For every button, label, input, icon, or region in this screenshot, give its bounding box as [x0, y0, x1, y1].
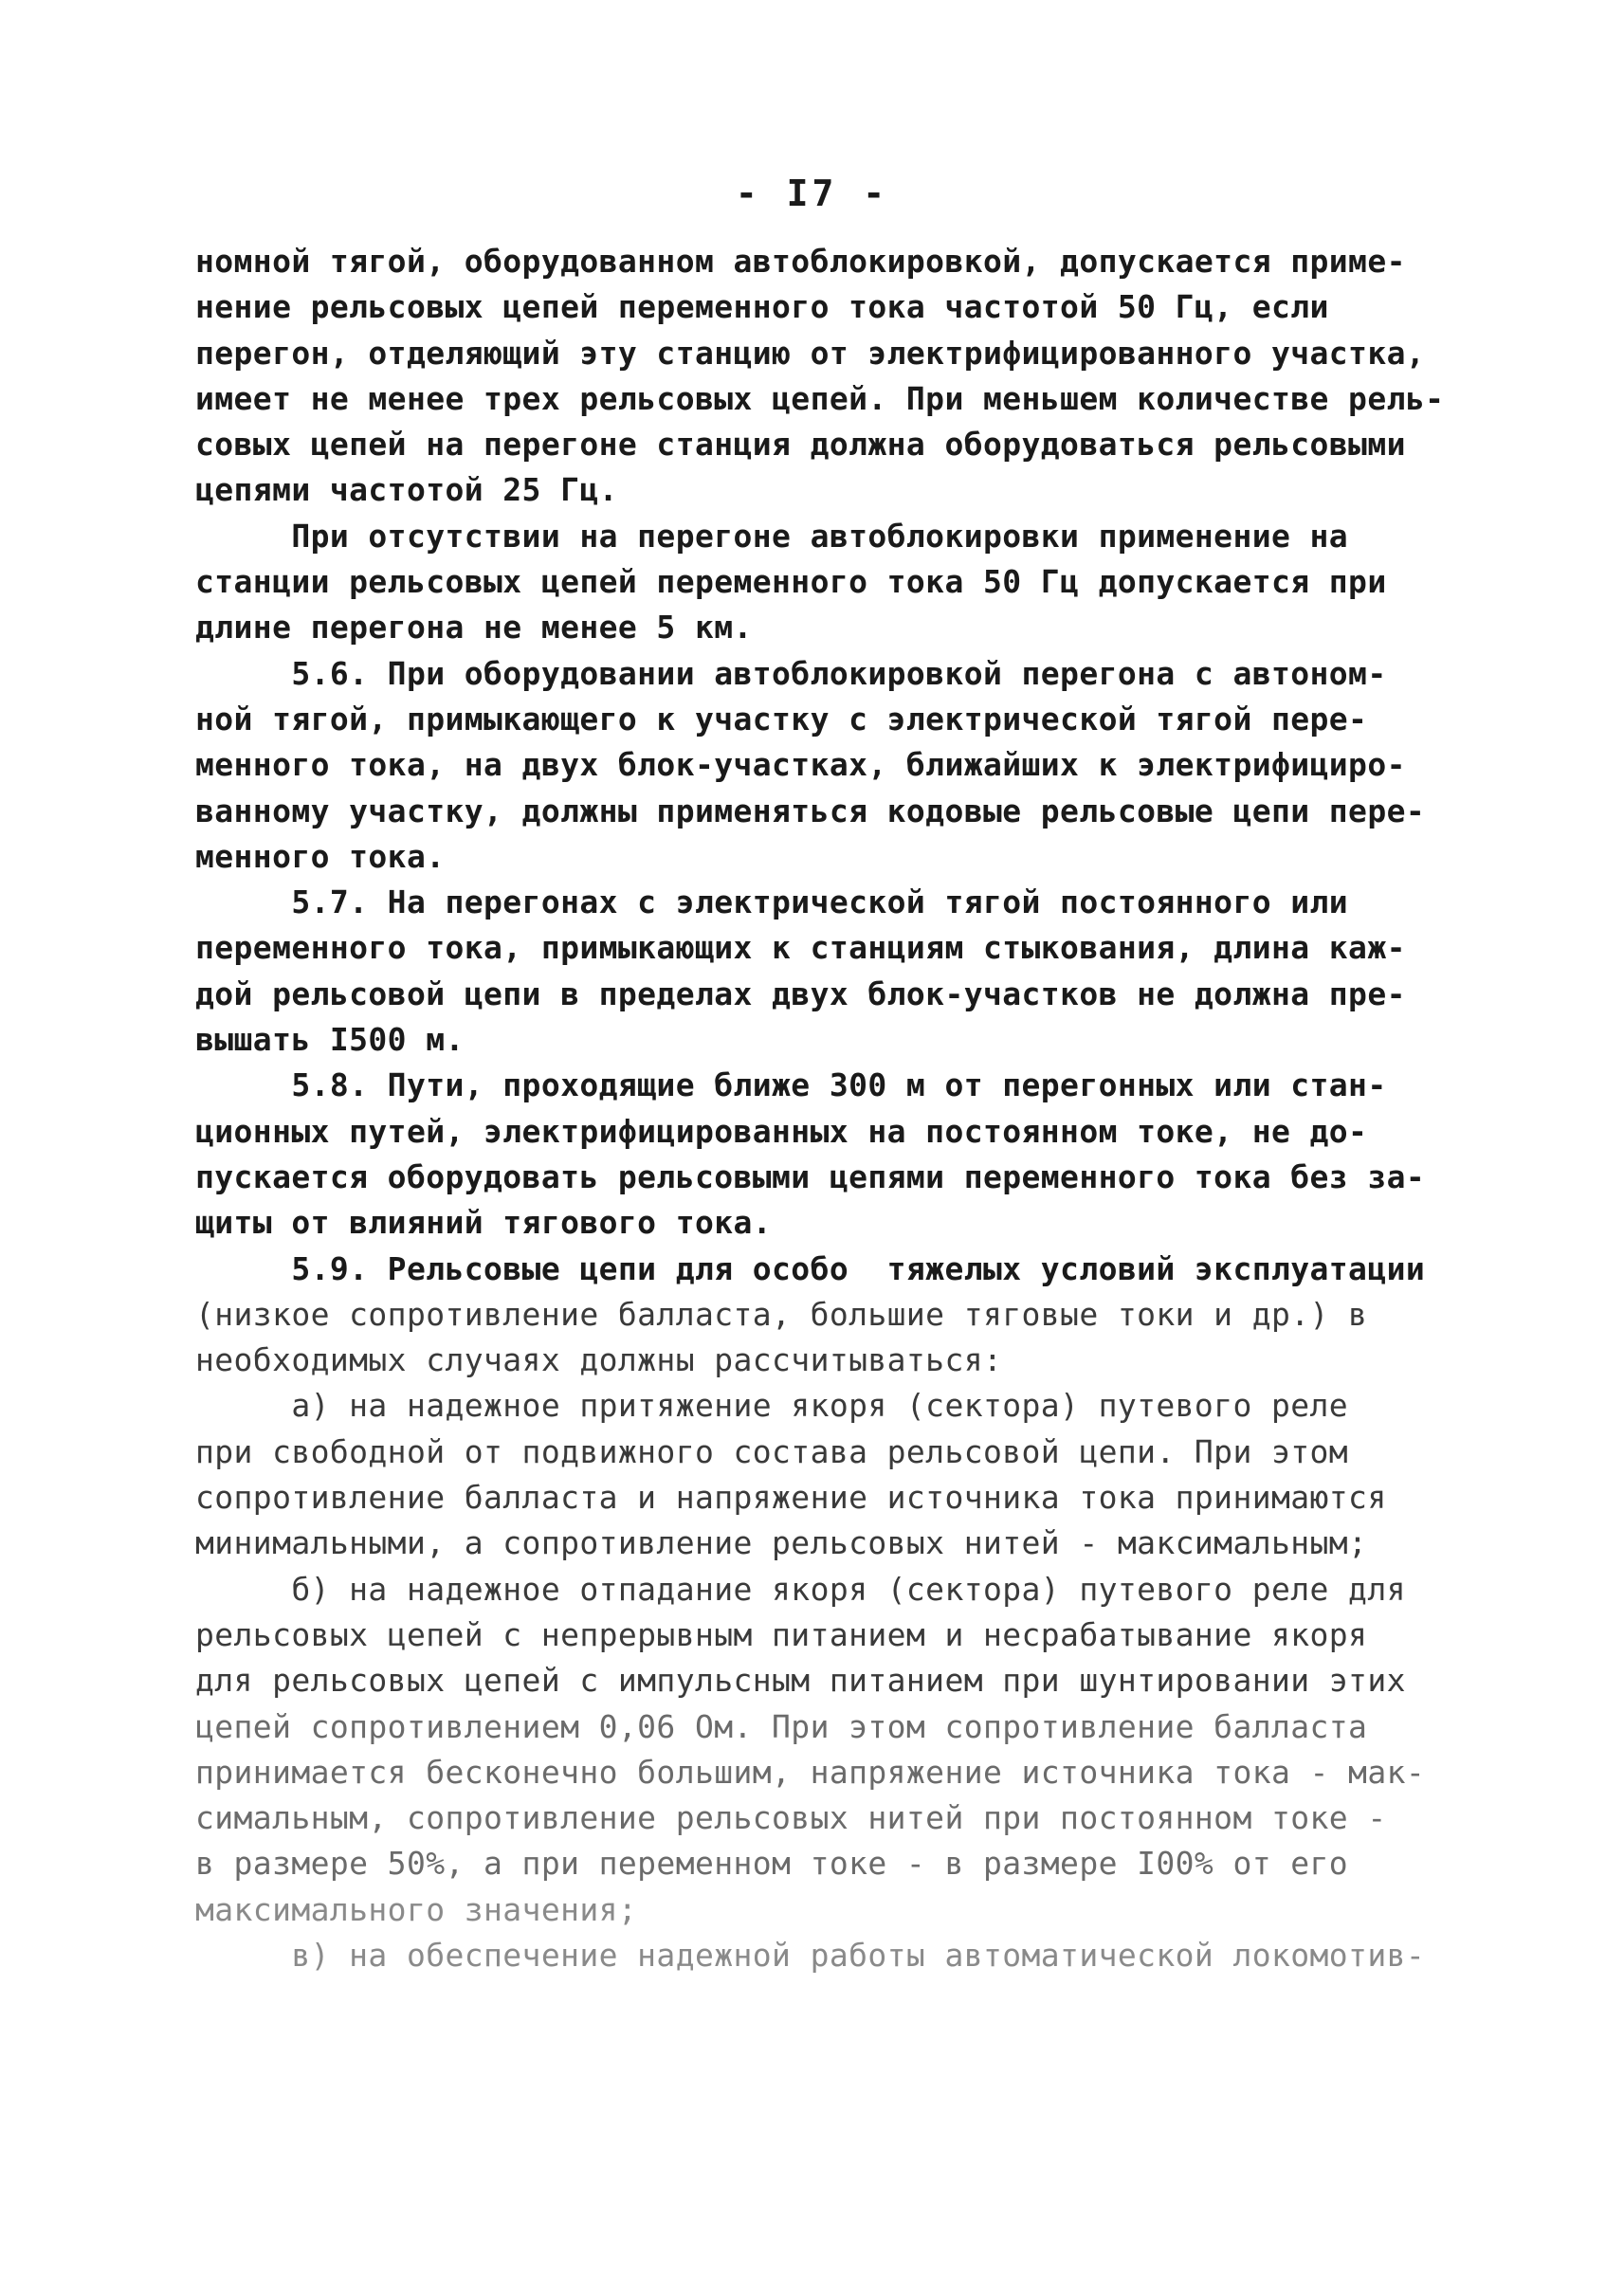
- text-line: в) на обеспечение надежной работы автоматической локомотив-: [195, 1936, 1426, 1974]
- text-line: для рельсовых цепей с импульсным питанием при шунтировании этих: [195, 1662, 1406, 1700]
- text-line: менного тока.: [195, 837, 446, 875]
- text-line: нение рельсовых цепей переменного тока частотой 50 Гц, если: [195, 288, 1329, 326]
- text-line: при свободной от подвижного состава рельсовой цепи. При этом: [195, 1432, 1349, 1470]
- text-line: вышать I500 м.: [195, 1021, 465, 1059]
- text-line: цепей сопротивлением 0,06 Ом. При этом сопротивление балласта: [195, 1707, 1368, 1745]
- text-line: пускается оборудовать рельсовыми цепями переменного тока без за-: [195, 1157, 1426, 1195]
- text-line: ной тягой, примыкающего к участку с электрической тягой пере-: [195, 700, 1368, 738]
- text-line: цепями частотой 25 Гц.: [195, 471, 618, 509]
- text-line: станции рельсовых цепей переменного тока 50 Гц допускается при: [195, 563, 1387, 601]
- text-line: необходимых случаях должны рассчитываться:: [195, 1341, 1003, 1379]
- text-line: в размере 50%, а при переменном токе - в размере I00% от его: [195, 1845, 1349, 1883]
- text-line: щиты от влияний тягового тока.: [195, 1204, 773, 1242]
- text-line: принимается бесконечно большим, напряжение источника тока - мак-: [195, 1753, 1426, 1791]
- text-line: 5.7. На перегонах с электрической тягой постоянного или: [195, 883, 1349, 921]
- body-text: [195, 239, 1456, 1978]
- page-number: - I7 -: [735, 173, 889, 214]
- text-line: 5.9. Рельсовые цепи для особо тяжелых условий эксплуатации: [195, 1249, 1426, 1287]
- text-line: б) на надежное отпадание якоря (сектора) путевого реле для: [195, 1570, 1406, 1608]
- text-line: перегон, отделяющий эту станцию от электрифицированного участка,: [195, 334, 1426, 372]
- text-line: длине перегона не менее 5 км.: [195, 609, 753, 647]
- text-line: рельсовых цепей с непрерывным питанием и несрабатывание якоря: [195, 1615, 1368, 1653]
- text-line: а) на надежное притяжение якоря (сектора) путевого реле: [195, 1387, 1349, 1425]
- text-line: имеет не менее трех рельсовых цепей. При меньшем количестве рель-: [195, 379, 1445, 417]
- text-line: ционных путей, электрифицированных на постоянном токе, не до-: [195, 1112, 1368, 1150]
- text-line: переменного тока, примыкающих к станциям стыкования, длина каж-: [195, 929, 1406, 967]
- text-line: 5.6. При оборудовании автоблокировкой перегона с автоном-: [195, 654, 1387, 692]
- text-line: (низкое сопротивление балласта, большие тяговые токи и др.) в: [195, 1295, 1368, 1333]
- text-line: максимального значения;: [195, 1890, 638, 1928]
- text-line: сопротивление балласта и напряжение источника тока принимаются: [195, 1479, 1387, 1517]
- text-line: номной тягой, оборудованном автоблокировкой, допускается приме-: [195, 243, 1406, 280]
- text-line: 5.8. Пути, проходящие ближе 300 м от перегонных или стан-: [195, 1066, 1387, 1104]
- text-line: При отсутствии на перегоне автоблокировки применение на: [195, 517, 1349, 555]
- text-line: менного тока, на двух блок-участках, ближайших к электрифициро-: [195, 746, 1406, 784]
- text-line: совых цепей на перегоне станция должна оборудоваться рельсовыми: [195, 426, 1406, 464]
- text-line: дой рельсовой цепи в пределах двух блок-участков не должна пре-: [195, 974, 1406, 1012]
- text-line: симальным, сопротивление рельсовых нитей при постоянном токе -: [195, 1799, 1387, 1837]
- text-line: ванному участку, должны применяться кодовые рельсовые цепи пере-: [195, 792, 1426, 829]
- text-line: минимальными, а сопротивление рельсовых нитей - максимальным;: [195, 1524, 1368, 1562]
